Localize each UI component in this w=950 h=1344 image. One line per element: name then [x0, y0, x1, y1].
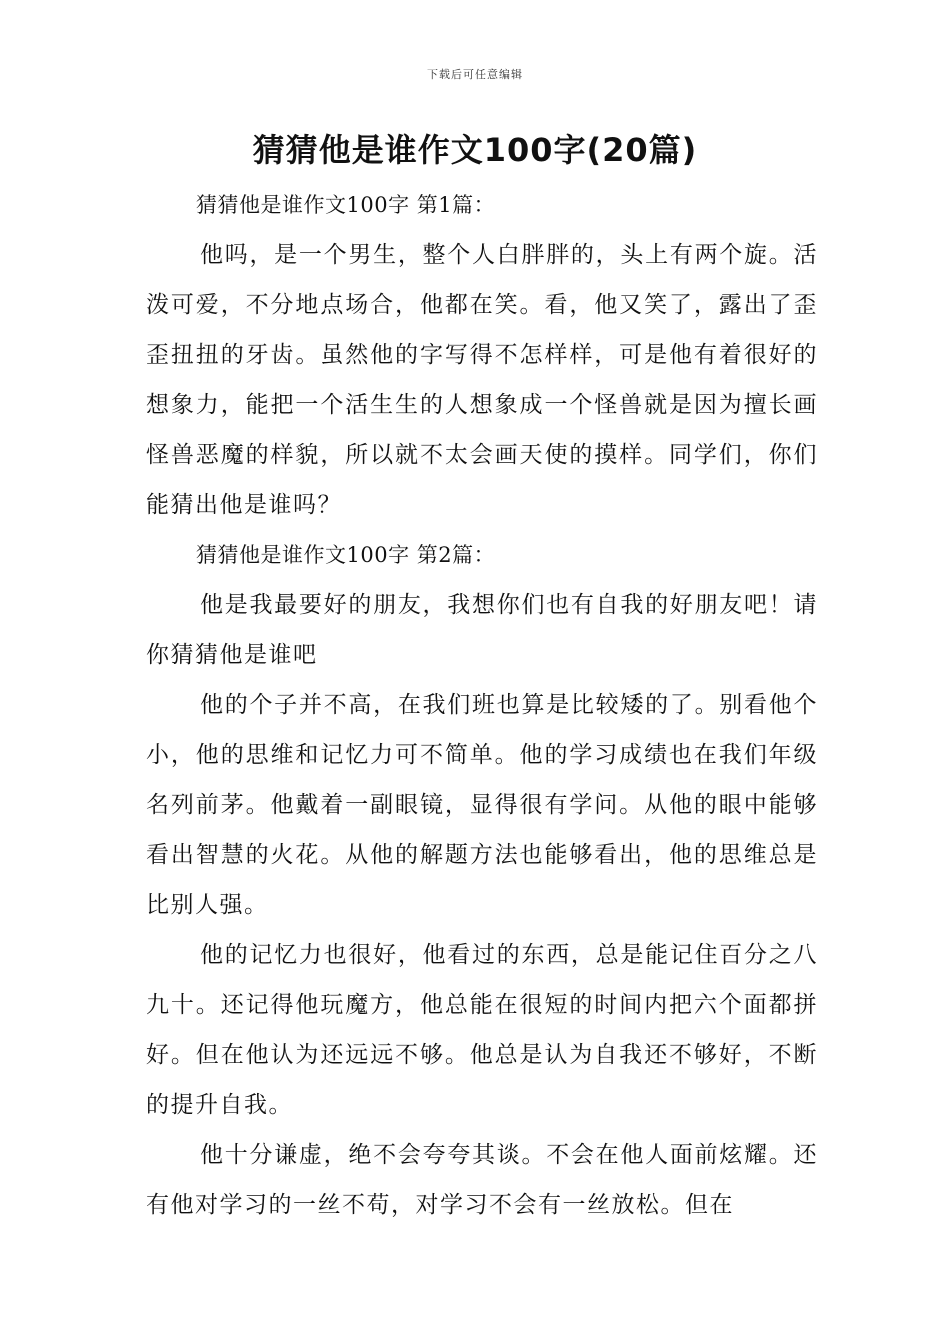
paragraph-4: 他的记忆力也很好，他看过的东西，总是能记住百分之八九十。还记得他玩魔方，他总能在很短的时间内把六个面都拼好。但在他认为还远远不够。他总是认为自我还不够好，不断的提升自我。: [146, 942, 818, 1118]
paragraph-2: 他是我最要好的朋友，我想你们也有自我的好朋友吧！请你猜猜他是谁吧: [146, 592, 818, 668]
paragraph-1: 他吗，是一个男生，整个人白胖胖的，头上有两个旋。活泼可爱，不分地点场合，他都在笑。看，他又笑了，露出了歪歪扭扭的牙齿。虽然他的字写得不怎样样，可是他有着很好的想象力，能把一个活生生的人想象成一个怪兽就是因为擅长画怪兽恶魔的样貌，所以就不太会画天使的摸样。同学们，你们能猜出他是谁吗？: [146, 242, 818, 518]
document-body: [146, 180, 818, 1230]
paragraph-3: 他的个子并不高，在我们班也算是比较矮的了。别看他个小，他的思维和记忆力可不简单。他的学习成绩也在我们年级名列前茅。他戴着一副眼镜，显得很有学问。从他的眼中能够看出智慧的火花。从他的解题方法也能够看出，他的思维总是比别人强。: [146, 692, 818, 918]
document-title: 猜猜他是谁作文100字(20篇): [252, 131, 698, 169]
paragraph-5: 他十分谦虚，绝不会夸夸其谈。不会在他人面前炫耀。还有他对学习的一丝不苟，对学习不会有一丝放松。但在: [146, 1142, 818, 1218]
section-heading-2: 猜猜他是谁作文100字 第2篇：: [196, 543, 496, 567]
header-note: 下载后可任意编辑: [427, 68, 523, 81]
section-heading-1: 猜猜他是谁作文100字 第1篇：: [196, 193, 496, 217]
